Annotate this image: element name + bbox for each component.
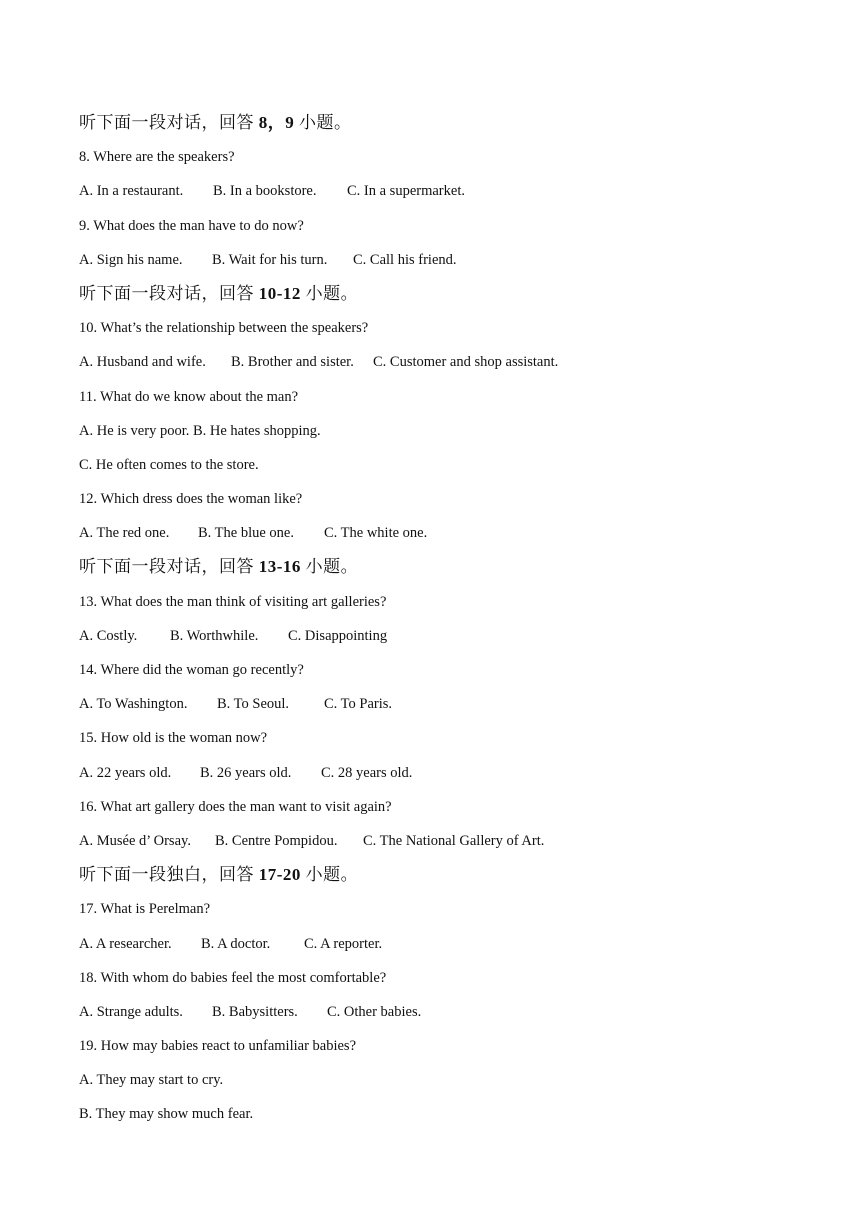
option-b: B. The blue one. [198, 525, 294, 542]
question-options: B. They may show much fear. [79, 1106, 254, 1123]
option-b: B. In a bookstore. [213, 183, 317, 200]
option-a: A. Musée d’ Orsay. [79, 832, 191, 849]
option-b: B. Brother and sister. [231, 354, 354, 371]
question-options [79, 623, 839, 657]
option-a: A. The red one. [79, 525, 170, 542]
option-b: B. 26 years old. [200, 764, 292, 781]
option-a: A. Husband and wife. [79, 354, 206, 371]
option-c: C. In a supermarket. [347, 183, 465, 200]
question-options [79, 999, 839, 1033]
option-c: C. Disappointing [288, 627, 388, 644]
question-options [79, 760, 839, 794]
question-options: A. They may start to cry. [79, 1072, 224, 1089]
option-c: C. To Paris. [324, 696, 393, 713]
question-options: A. He is very poor. B. He hates shopping. [79, 422, 321, 439]
option-c: C. Other babies. [327, 1003, 422, 1020]
option-a: A. To Washington. [79, 696, 188, 713]
option-b: B. Worthwhile. [170, 627, 259, 644]
option-b: B. A doctor. [201, 935, 271, 952]
option-a: A. In a restaurant. [79, 183, 184, 200]
question-text: 13. What does the man think of visiting art galleries? [79, 593, 387, 610]
question-text: 12. Which dress does the woman like? [79, 491, 303, 508]
option-a: A. 22 years old. [79, 764, 172, 781]
option-a: A. Costly. [79, 627, 138, 644]
question-text: 10. What’s the relationship between the speakers? [79, 320, 369, 337]
question-text: 16. What art gallery does the man want to visit again? [79, 798, 392, 815]
option-a: A. Strange adults. [79, 1003, 183, 1020]
section-header-post: 小题。 [300, 557, 359, 577]
section-header-nums: 17-20 [258, 865, 301, 885]
option-c: C. Customer and shop assistant. [373, 354, 559, 371]
question-text: 11. What do we know about the man? [79, 388, 299, 405]
question-text: 9. What does the man have to do now? [79, 217, 304, 234]
section-header [79, 281, 839, 315]
question-options [79, 691, 839, 725]
option-c: C. A reporter. [304, 935, 383, 952]
section-header-post: 小题。 [294, 113, 352, 132]
section-header-nums: 8，9 [258, 113, 295, 132]
option-c: C. 28 years old. [321, 764, 413, 781]
section-header-pre: 听下面一段对话，回答 [79, 557, 259, 577]
option-b: B. Wait for his turn. [212, 251, 328, 268]
question-text: 8. Where are the speakers? [79, 149, 235, 166]
option-b: B. Babysitters. [212, 1003, 298, 1020]
question-options [79, 247, 839, 281]
section-header-nums: 13-16 [258, 557, 301, 577]
question-options: C. He often comes to the store. [79, 456, 259, 473]
section-header-nums: 10-12 [258, 283, 301, 303]
option-b: B. Centre Pompidou. [215, 832, 338, 849]
section-header-post: 小题。 [300, 865, 359, 885]
option-c: C. The National Gallery of Art. [363, 832, 545, 849]
question-text: 15. How old is the woman now? [79, 730, 268, 747]
option-a: A. A researcher. [79, 935, 172, 952]
question-options [79, 520, 839, 554]
question-options [79, 178, 839, 212]
question-text: 17. What is Perelman? [79, 901, 211, 918]
question-page [79, 110, 839, 1136]
question-options [79, 828, 839, 862]
question-text: 14. Where did the woman go recently? [79, 662, 304, 678]
question-text: 19. How may babies react to unfamiliar babies? [79, 1038, 357, 1055]
section-header [79, 110, 839, 144]
section-header [79, 862, 839, 896]
section-header-post: 小题。 [300, 283, 359, 303]
question-text: 18. With whom do babies feel the most comfortable? [79, 969, 387, 986]
option-c: C. Call his friend. [353, 251, 457, 268]
section-header-pre: 听下面一段对话，回答 [79, 283, 259, 303]
option-c: C. The white one. [324, 525, 428, 542]
question-options [79, 931, 839, 965]
section-header-pre: 听下面一段独白，回答 [79, 865, 259, 885]
question-options [79, 349, 839, 383]
option-b: B. To Seoul. [217, 696, 290, 713]
option-a: A. Sign his name. [79, 251, 183, 268]
section-header-pre: 听下面一段对话，回答 [79, 113, 259, 132]
section-header [79, 554, 839, 588]
